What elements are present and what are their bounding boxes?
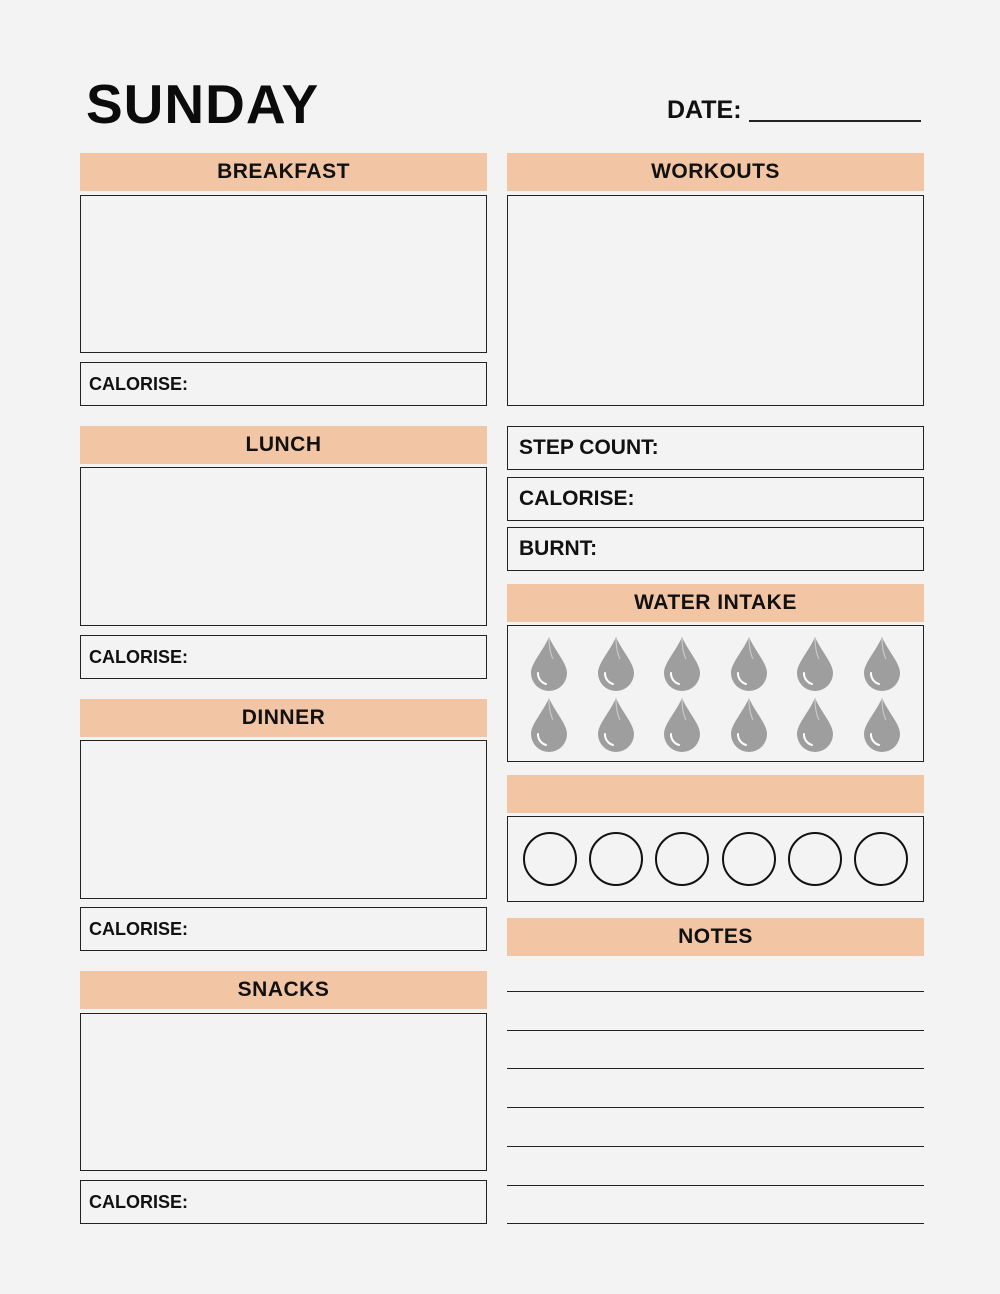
- workouts-box[interactable]: [507, 195, 924, 406]
- dinner-box[interactable]: [80, 740, 487, 899]
- snacks-calorie-label: CALORISE:: [89, 1191, 188, 1212]
- step-count-field[interactable]: [507, 426, 924, 470]
- workout-calorie-field[interactable]: [507, 477, 924, 521]
- lunch-box[interactable]: [80, 467, 487, 626]
- tracker-header: [507, 775, 924, 813]
- lunch-calorie-label: CALORISE:: [89, 646, 188, 667]
- burnt-label: BURNT:: [519, 537, 598, 560]
- water-drop-icon[interactable]: [649, 694, 716, 756]
- water-drop-icon[interactable]: [583, 632, 650, 694]
- dinner-header: DINNER: [80, 699, 487, 737]
- tracker-circles-box: [507, 816, 924, 902]
- workout-calorie-label: CALORISE:: [519, 487, 635, 510]
- water-drop-icon[interactable]: [583, 694, 650, 756]
- workouts-header: WORKOUTS: [507, 153, 924, 191]
- water-drop-icon[interactable]: [516, 694, 583, 756]
- water-drop-icon[interactable]: [649, 632, 716, 694]
- water-drop-icon[interactable]: [716, 694, 783, 756]
- dinner-calorie-label: CALORISE:: [89, 918, 188, 939]
- dinner-calorie-field[interactable]: [80, 907, 487, 951]
- notes-line[interactable]: [507, 1068, 924, 1069]
- tracker-circle[interactable]: [523, 832, 577, 886]
- water-drop-icon[interactable]: [849, 632, 916, 694]
- lunch-header: LUNCH: [80, 426, 487, 464]
- water-drop-icon[interactable]: [716, 632, 783, 694]
- breakfast-calorie-field[interactable]: [80, 362, 487, 406]
- breakfast-box[interactable]: [80, 195, 487, 353]
- tracker-circle[interactable]: [854, 832, 908, 886]
- notes-line[interactable]: [507, 1146, 924, 1147]
- breakfast-header: BREAKFAST: [80, 153, 487, 191]
- notes-line[interactable]: [507, 1107, 924, 1108]
- water-drop-icon[interactable]: [849, 694, 916, 756]
- water-intake-header: WATER INTAKE: [507, 584, 924, 622]
- date-label: DATE:: [667, 96, 742, 124]
- water-drop-icon[interactable]: [516, 632, 583, 694]
- tracker-circle[interactable]: [589, 832, 643, 886]
- tracker-circle[interactable]: [655, 832, 709, 886]
- snacks-calorie-field[interactable]: [80, 1180, 487, 1224]
- notes-header: NOTES: [507, 918, 924, 956]
- tracker-circle[interactable]: [788, 832, 842, 886]
- water-intake-grid: [507, 625, 924, 762]
- snacks-box[interactable]: [80, 1013, 487, 1171]
- tracker-circle[interactable]: [722, 832, 776, 886]
- notes-line[interactable]: [507, 1185, 924, 1186]
- water-drop-icon[interactable]: [782, 694, 849, 756]
- water-drop-icon[interactable]: [782, 632, 849, 694]
- date-input-line[interactable]: [749, 120, 921, 122]
- notes-line[interactable]: [507, 1030, 924, 1031]
- notes-line[interactable]: [507, 991, 924, 992]
- lunch-calorie-field[interactable]: [80, 635, 487, 679]
- breakfast-calorie-label: CALORISE:: [89, 373, 188, 394]
- snacks-header: SNACKS: [80, 971, 487, 1009]
- page-title: SUNDAY: [86, 73, 320, 135]
- step-count-label: STEP COUNT:: [519, 436, 659, 459]
- notes-line[interactable]: [507, 1223, 924, 1224]
- burnt-field[interactable]: [507, 527, 924, 571]
